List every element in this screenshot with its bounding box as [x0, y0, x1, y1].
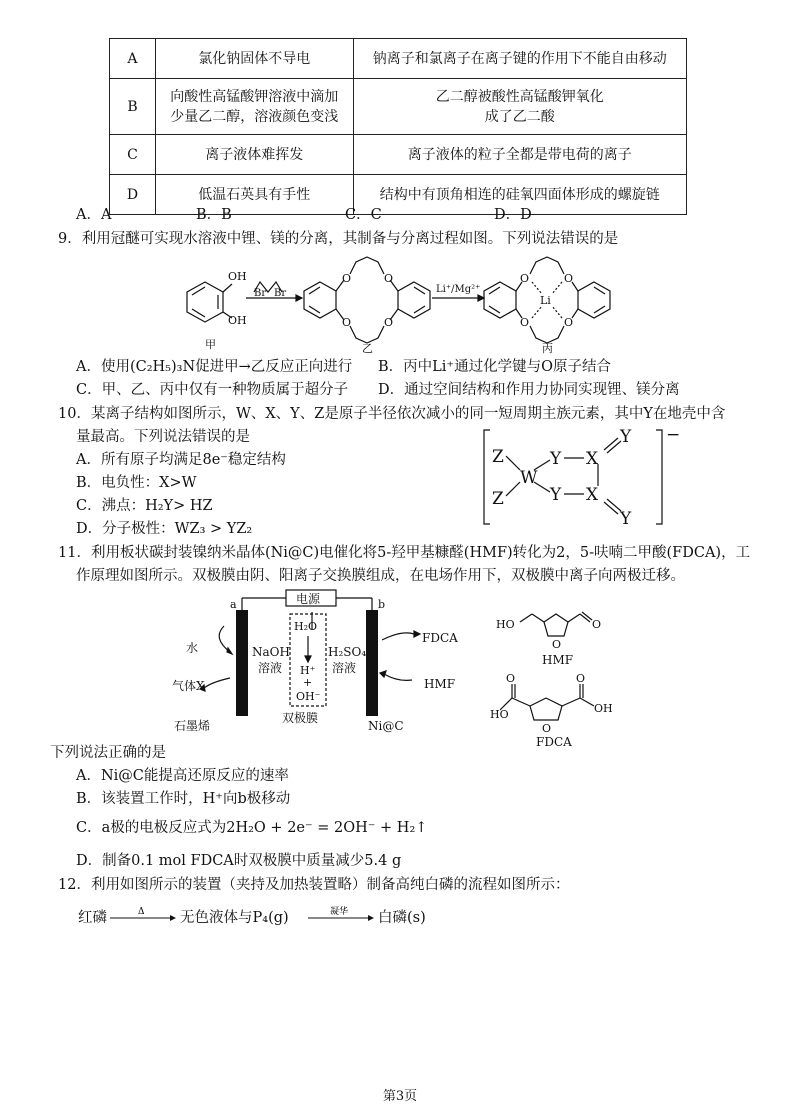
o-label: O	[342, 316, 352, 329]
q8-option-c: C．C	[345, 207, 382, 223]
naoh-solution-label: 溶液	[258, 661, 283, 675]
oh-label-1: OH	[228, 270, 247, 283]
q12-stem: 12．利用如图所示的装置（夹持及加热装置略）制备高纯白磷的流程如图所示：	[58, 877, 570, 893]
q9-option-d: D．通过空间结构和作用力协同实现锂、镁分离	[378, 382, 680, 398]
q8-option-d: D．D	[494, 207, 532, 223]
atom-x-2: X	[586, 485, 599, 505]
q10-option-d: D．分子极性：WZ₃ > YZ₂	[76, 521, 253, 537]
li-label: Li	[540, 294, 551, 307]
yi-label: 乙	[362, 342, 373, 355]
o-label: O	[520, 272, 530, 285]
flow-white-phosphorus: 白磷(s)	[378, 910, 426, 926]
row-label: D	[110, 175, 156, 215]
table-row	[110, 79, 687, 135]
plus-label: +	[303, 676, 313, 689]
flow-arrow-1	[108, 904, 178, 926]
graphene-label: 石墨烯	[174, 719, 211, 733]
fdca-ho-label: HO	[490, 708, 509, 721]
ion-charge: −	[666, 425, 681, 445]
q8-option-b: B．B	[196, 207, 232, 223]
q12-flow	[78, 904, 498, 928]
h2o-label: H₂O	[294, 620, 318, 633]
q11-option-c-equation: 2H₂O + 2e⁻ = 2OH⁻ + H₂↑	[226, 820, 428, 836]
q8-option-a: A．A	[76, 207, 112, 223]
q10-option-b: B．电负性：X>W	[76, 475, 197, 491]
q9-option-c: C．甲、乙、丙中仅有一种物质属于超分子	[76, 382, 349, 398]
row-phenomenon-l1: 向酸性高锰酸钾溶液中滴加	[170, 88, 339, 105]
atom-z-2: Z	[492, 489, 504, 509]
q11-option-c-text: C．a极的电极反应式为	[76, 820, 227, 836]
reagent-label: Li⁺/Mg²⁺	[436, 284, 481, 295]
nic-label: Ni@C	[368, 719, 404, 733]
electrode-b-label: b	[378, 598, 386, 611]
fdca-o-label: O	[576, 672, 586, 685]
atom-x-1: X	[586, 449, 599, 469]
flow-intermediate: 无色液体与P₄(g)	[180, 910, 289, 926]
q11-molecules	[490, 600, 690, 750]
q9-option-a: A．使用(C₂H₅)₃N促进甲→乙反应正向进行	[76, 359, 353, 375]
fdca-oh-label: OH	[594, 702, 613, 715]
bing-label: 丙	[542, 342, 553, 355]
electrode-a-label: a	[230, 598, 237, 611]
membrane-label: 双极膜	[282, 711, 319, 725]
row-phenomenon: 离子液体难挥发	[155, 135, 353, 175]
row-phenomenon-l2: 少量乙二醇，溶液颜色变浅	[170, 108, 339, 125]
atom-z-1: Z	[492, 447, 504, 467]
q10-stem-l1: 10．某离子结构如图所示，W、X、Y、Z是原子半径依次减小的同一短周期主族元素，其中Y在地壳中含	[58, 406, 726, 422]
row-phenomenon: 氯化钠固体不导电	[155, 39, 353, 79]
q9-reaction-diagram	[170, 252, 630, 355]
flow-condition-deposition: 凝华	[330, 907, 349, 917]
o-label: O	[564, 272, 574, 285]
q10-option-c: C．沸点：H₂Y> HZ	[76, 498, 213, 514]
row-label: C	[110, 135, 156, 175]
q10-option-a: A．所有原子均满足8e⁻稳定结构	[76, 452, 286, 468]
hmf-o-label: O	[552, 638, 562, 651]
h2so4-solution-label: 溶液	[332, 661, 357, 675]
atom-y-4: Y	[620, 509, 632, 529]
electrode-a	[236, 610, 248, 716]
br-label-1: Br	[254, 288, 267, 299]
power-label: 电源	[296, 592, 321, 606]
q9-stem: 9．利用冠醚可实现水溶液中锂、镁的分离，其制备与分离过程如图。下列说法错误的是	[58, 231, 619, 247]
o-label: O	[520, 316, 530, 329]
flow-condition-heat: Δ	[138, 907, 145, 917]
row-phenomenon: 低温石英具有手性	[155, 175, 353, 215]
q11-option-b: B．该装置工作时，H⁺向b极移动	[76, 791, 291, 807]
hmf-label: HMF	[424, 677, 456, 691]
ohminus-label: OH⁻	[296, 690, 321, 703]
atom-y-2: Y	[550, 485, 562, 505]
q11-option-c	[76, 818, 427, 838]
q10-stem-l2: 量最高。下列说法错误的是	[76, 429, 250, 445]
flow-arrow-2	[306, 904, 376, 926]
q10-ion-structure	[478, 424, 681, 534]
atom-w: W	[520, 468, 538, 488]
page-number: 第3页	[382, 1089, 418, 1104]
q11-stem-l1: 11．利用板状碳封装镍纳米晶体(Ni@C)电催化将5-羟甲基糠醛(HMF)转化为2，5-呋喃二甲酸(FDCA)，工	[58, 545, 751, 561]
table-row	[110, 39, 687, 79]
row-explanation: 结构中有顶角相连的硅氧四面体形成的螺旋链	[353, 175, 686, 215]
atom-y-1: Y	[550, 449, 562, 469]
o-label: O	[384, 272, 394, 285]
row-explanation: 离子液体的粒子全都是带电荷的离子	[353, 135, 686, 175]
gas-x-label: 气体X	[172, 679, 205, 693]
row-label: B	[110, 79, 156, 135]
br-label-2: Br	[274, 288, 287, 299]
naoh-label: NaOH	[252, 645, 290, 659]
o-label: O	[342, 272, 352, 285]
atom-y-3: Y	[620, 427, 632, 447]
o-label: O	[564, 316, 574, 329]
fdca-name: FDCA	[536, 735, 572, 749]
q9-option-b: B．丙中Li⁺通过化学键与O原子结合	[378, 359, 611, 375]
electrode-b	[366, 610, 378, 716]
fdca-label: FDCA	[422, 631, 458, 645]
row-explanation: 钠离子和氯离子在离子键的作用下不能自由移动	[353, 39, 686, 79]
hmf-ald-o-label: O	[592, 618, 602, 631]
table-row	[110, 135, 687, 175]
h2so4-label: H₂SO₄	[328, 645, 367, 659]
fdca-o-label: O	[506, 672, 516, 685]
row-explanation-l2: 成了乙二酸	[484, 108, 555, 125]
row-phenomenon	[155, 79, 353, 135]
q11-stem-l2: 作原理如图所示。双极膜由阴、阳离子交换膜组成，在电场作用下，双极膜中离子向两极迁移。	[76, 568, 685, 584]
hmf-name: HMF	[542, 653, 574, 667]
q11-cell-diagram	[172, 590, 472, 736]
hplus-label: H⁺	[300, 664, 316, 677]
o-label: O	[384, 316, 394, 329]
q8-table	[109, 38, 687, 215]
fdca-ring-o-label: O	[542, 722, 552, 735]
oh-label-2: OH	[228, 314, 247, 327]
q11-intro: 下列说法正确的是	[50, 745, 166, 761]
jia-label: 甲	[205, 338, 216, 351]
row-explanation	[353, 79, 686, 135]
row-label: A	[110, 39, 156, 79]
q11-option-d: D．制备0.1 mol FDCA时双极膜中质量减少5.4 g	[76, 853, 402, 869]
q11-option-a: A．Ni@C能提高还原反应的速率	[76, 768, 289, 784]
row-explanation-l1: 乙二醇被酸性高锰酸钾氧化	[435, 88, 604, 105]
flow-red-phosphorus: 红磷	[78, 910, 107, 926]
water-label: 水	[186, 641, 199, 655]
hmf-ho-label: HO	[496, 618, 515, 631]
